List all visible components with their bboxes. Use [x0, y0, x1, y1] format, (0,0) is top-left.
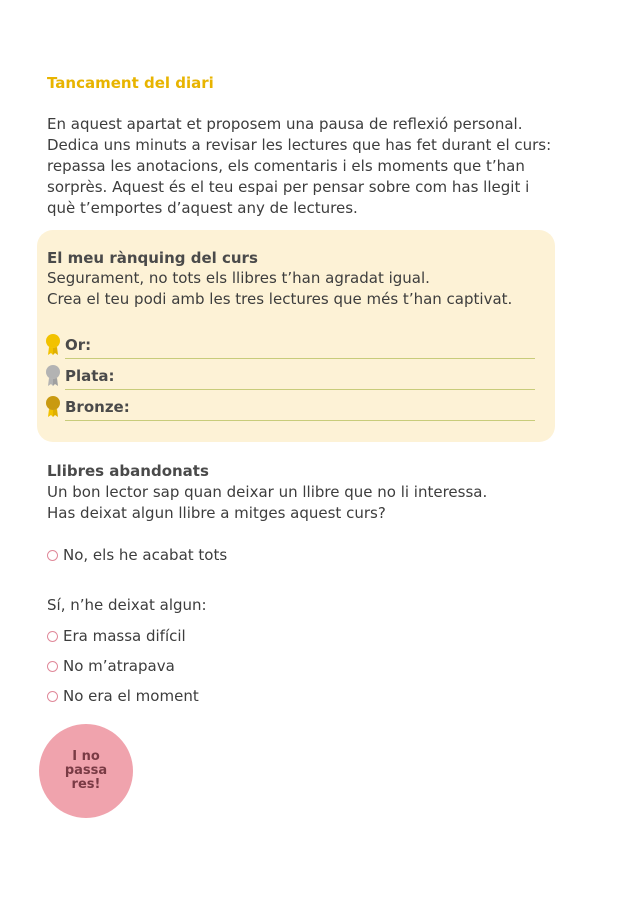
option-label: No era el moment: [63, 687, 199, 705]
silver-label: Plata:: [65, 367, 115, 385]
ranking-instructions: [47, 268, 512, 310]
gold-label: Or:: [65, 336, 92, 354]
radio-circle-icon[interactable]: [47, 631, 58, 642]
silver-answer-line[interactable]: [65, 389, 535, 390]
section-title: Tancament del diari: [47, 74, 214, 92]
radio-circle-icon[interactable]: [47, 661, 58, 672]
abandoned-title: Llibres abandonats: [47, 462, 209, 480]
intro-paragraph: [47, 114, 587, 219]
option-not-hooked[interactable]: [47, 656, 175, 676]
ranking-line: Crea el teu podi amb les tres lectures que més t’han captivat.: [47, 290, 513, 308]
radio-circle-icon[interactable]: [47, 691, 58, 702]
bronze-medal-icon: [45, 396, 61, 418]
intro-line: què t’emportes d’aquest any de lectures.: [47, 199, 358, 217]
abandoned-line: Un bon lector sap quan deixar un llibre que no li interessa.: [47, 483, 488, 501]
option-label: Era massa difícil: [63, 627, 186, 645]
gold-answer-line[interactable]: [65, 358, 535, 359]
intro-line: Dedica uns minuts a revisar les lectures que has fet durant el curs:: [47, 136, 552, 154]
radio-circle-icon[interactable]: [47, 550, 58, 561]
intro-line: repassa les anotacions, els comentaris i els moments que t’han: [47, 157, 525, 175]
option-too-difficult[interactable]: [47, 626, 186, 646]
intro-line: sorprès. Aquest és el teu espai per pensar sobre com has llegit i: [47, 178, 530, 196]
option-label: No m’atrapava: [63, 657, 175, 675]
option-label: No, els he acabat tots: [63, 546, 228, 564]
bronze-label: Bronze:: [65, 398, 130, 416]
option-finished-all[interactable]: [47, 545, 227, 565]
option-wrong-moment[interactable]: [47, 686, 199, 706]
intro-line: En aquest apartat et proposem una pausa de reflexió personal.: [47, 115, 523, 133]
sticker-text: I no passa res!: [64, 749, 108, 792]
gold-medal-icon: [45, 334, 61, 356]
ranking-line: Segurament, no tots els llibres t’han agradat igual.: [47, 269, 430, 287]
abandoned-question: [47, 482, 487, 524]
gold-entry[interactable]: [45, 336, 535, 360]
sub-question: Sí, n’he deixat algun:: [47, 596, 207, 614]
silver-entry[interactable]: [45, 367, 535, 391]
silver-medal-icon: [45, 365, 61, 387]
encouragement-sticker: [39, 724, 133, 818]
ranking-title: El meu rànquing del curs: [47, 249, 258, 267]
abandoned-line: Has deixat algun llibre a mitges aquest curs?: [47, 504, 386, 522]
bronze-entry[interactable]: [45, 398, 535, 422]
bronze-answer-line[interactable]: [65, 420, 535, 421]
